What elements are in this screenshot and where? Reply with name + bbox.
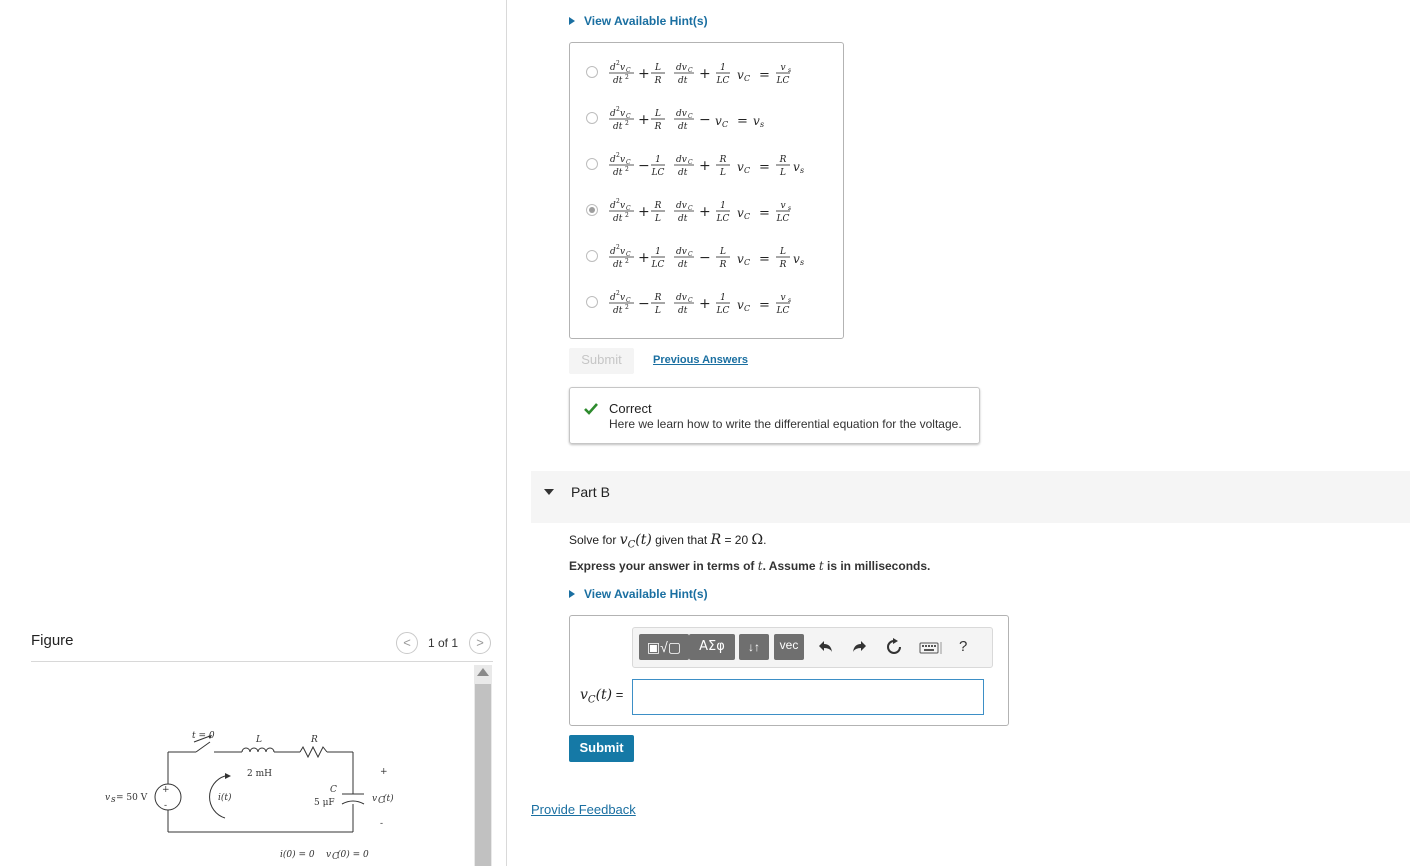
resistor-label: R xyxy=(311,735,318,745)
equation-group xyxy=(609,60,791,86)
dvc: dv xyxy=(676,201,687,211)
figure-page-count: 1 of 1 xyxy=(428,636,459,650)
operator-2: + xyxy=(699,158,711,174)
rhs-numerator: L xyxy=(780,247,786,257)
coef-2-denominator: LC xyxy=(716,76,730,86)
vc-term: v xyxy=(737,252,744,266)
dvc: dv xyxy=(676,109,687,119)
feedback-correct-box xyxy=(569,387,980,444)
choice-radio-2[interactable] xyxy=(586,112,598,124)
rhs-denominator: L xyxy=(780,168,786,178)
vc-term-sub: C xyxy=(744,212,751,221)
vc-term-sub: C xyxy=(744,74,751,83)
v-numerator: v xyxy=(620,155,626,165)
rhs-numerator-sub: s xyxy=(788,205,792,212)
part-b-label[interactable]: Part B xyxy=(571,484,610,500)
question-var-arg: (t) xyxy=(635,532,652,548)
provide-feedback-link[interactable]: Provide Feedback xyxy=(531,802,636,817)
capacitor-label: C xyxy=(330,785,337,795)
figure-title: Figure xyxy=(31,632,74,649)
question-var-sub: C xyxy=(627,539,636,551)
rhs-denominator: R xyxy=(779,260,787,270)
d-squared-exp: 2 xyxy=(616,198,620,205)
question-unit: Ω xyxy=(751,532,764,548)
coef-1-numerator: L xyxy=(655,109,661,119)
inductor-label: L xyxy=(256,735,262,745)
dvc-sub: C xyxy=(688,251,693,258)
figure-next-button[interactable]: > xyxy=(469,632,491,654)
choice-equation-5 xyxy=(608,235,838,278)
vc-term: v xyxy=(715,114,722,128)
rhs-v-sub: s xyxy=(800,258,805,267)
vc-term-sub: C xyxy=(744,166,751,175)
source-label: v xyxy=(105,793,111,803)
answer-choice-6[interactable] xyxy=(570,281,843,325)
dvc-sub: C xyxy=(688,67,693,74)
operator-1: − xyxy=(638,296,650,312)
vc-term-sub: C xyxy=(744,258,751,267)
operator-1: + xyxy=(638,112,650,128)
source-label-sub: s xyxy=(111,795,116,805)
feedback-title: Correct xyxy=(609,401,652,416)
dvc: dv xyxy=(676,155,687,165)
undo-icon[interactable] xyxy=(818,638,834,654)
arrows-button[interactable]: ↓↑ xyxy=(739,634,769,660)
coef-2-numerator: 1 xyxy=(720,293,726,303)
d-squared-exp: 2 xyxy=(616,244,620,251)
templates-button[interactable]: ▣√▢ xyxy=(639,634,689,660)
vc-label-arg: (t) xyxy=(383,794,394,804)
vc-label: v xyxy=(372,794,378,804)
vc-term: v xyxy=(737,160,744,174)
dvc-sub: C xyxy=(688,205,693,212)
dt-squared: dt xyxy=(613,122,623,132)
part-b-question xyxy=(569,532,766,550)
operator-2: + xyxy=(699,204,711,220)
rhs-numerator: R xyxy=(779,155,787,165)
initial-current: i(0) = 0 xyxy=(280,850,315,860)
switch-label: t = 0 xyxy=(192,731,215,741)
d-squared-exp: 2 xyxy=(616,152,620,159)
question-text-end: . xyxy=(763,533,767,547)
vc-term: v xyxy=(737,206,744,220)
operator-2: + xyxy=(699,66,711,82)
dvc: dv xyxy=(676,247,687,257)
answer-choices xyxy=(569,42,844,339)
coef-1-numerator: L xyxy=(655,63,661,73)
operator-1: + xyxy=(638,204,650,220)
equals-sign: = xyxy=(759,252,770,267)
answer-choice-2[interactable] xyxy=(570,97,843,141)
dt: dt xyxy=(678,168,688,178)
rhs-v: v xyxy=(793,160,800,174)
coef-1-numerator: 1 xyxy=(655,155,661,165)
equation-svg xyxy=(608,235,838,275)
v-numerator: v xyxy=(620,63,626,73)
part-a-view-hints-link[interactable] xyxy=(569,14,708,28)
dvc: dv xyxy=(676,63,687,73)
rhs-numerator: v xyxy=(780,201,786,211)
equals-sign: = xyxy=(737,114,748,129)
figure-scrollbar-thumb[interactable] xyxy=(475,684,491,866)
coef-2-denominator: LC xyxy=(716,214,730,224)
express-mid: . Assume xyxy=(762,559,819,573)
equation-group xyxy=(609,244,804,270)
checkmark-icon xyxy=(584,403,598,415)
operator-1: + xyxy=(638,66,650,82)
math-toolbar xyxy=(632,627,993,668)
v-numerator-sub: C xyxy=(626,67,631,74)
answer-choice-5[interactable] xyxy=(570,235,843,279)
dvc-sub: C xyxy=(688,113,693,120)
dt-squared-exp: 2 xyxy=(625,212,629,219)
rhs-v: v xyxy=(753,114,760,128)
dt-squared-exp: 2 xyxy=(625,166,629,173)
dt: dt xyxy=(678,214,688,224)
answer-label xyxy=(580,687,623,706)
rhs-numerator: v xyxy=(780,63,786,73)
inductor-value: 2 mH xyxy=(247,769,272,779)
part-b-view-hints-link[interactable] xyxy=(569,587,708,601)
operator-2: − xyxy=(699,112,711,128)
d-squared-exp: 2 xyxy=(616,106,620,113)
equation-svg xyxy=(608,281,838,321)
equation-group xyxy=(609,152,804,178)
coef-1-numerator: R xyxy=(654,201,662,211)
d-squared: d xyxy=(610,201,616,211)
answer-input[interactable] xyxy=(632,679,984,715)
dt: dt xyxy=(678,76,688,86)
keyboard-icon[interactable] xyxy=(919,641,943,655)
operator-2: + xyxy=(699,296,711,312)
vc-label-sub: C xyxy=(378,796,385,806)
coef-1-denominator: LC xyxy=(651,260,665,270)
v-numerator: v xyxy=(620,293,626,303)
dt-squared: dt xyxy=(613,168,623,178)
answer-choice-3[interactable] xyxy=(570,143,843,187)
equation-group xyxy=(609,290,791,316)
dt-squared: dt xyxy=(613,214,623,224)
dvc: dv xyxy=(676,293,687,303)
figure-divider xyxy=(31,661,493,662)
equation-svg xyxy=(608,97,838,137)
rhs-numerator-sub: s xyxy=(788,297,792,304)
d-squared: d xyxy=(610,63,616,73)
dt-squared: dt xyxy=(613,260,623,270)
choice-equation-1 xyxy=(608,51,838,94)
choice-radio-5[interactable] xyxy=(586,250,598,262)
redo-icon[interactable] xyxy=(851,638,867,654)
part-b-submit-button[interactable]: Submit xyxy=(569,735,634,762)
vector-button[interactable]: vec xyxy=(774,634,804,660)
initial-vc-rest: (0) = 0 xyxy=(337,850,369,860)
coef-1-denominator: R xyxy=(654,76,662,86)
feedback-text: Here we learn how to write the differential equation for the voltage. xyxy=(609,417,962,431)
vc-term: v xyxy=(737,68,744,82)
circuit-diagram xyxy=(90,724,394,864)
equals-sign: = xyxy=(759,298,770,313)
v-numerator-sub: C xyxy=(626,159,631,166)
v-numerator: v xyxy=(620,201,626,211)
initial-vc: v xyxy=(326,850,332,860)
rhs-denominator: LC xyxy=(776,214,790,224)
coef-1-numerator: 1 xyxy=(655,247,661,257)
dt-squared: dt xyxy=(613,76,623,86)
rhs-numerator-sub: s xyxy=(788,67,792,74)
d-squared-exp: 2 xyxy=(616,60,620,67)
rhs-numerator: v xyxy=(780,293,786,303)
scroll-up-arrow-icon[interactable] xyxy=(477,668,489,676)
d-squared-exp: 2 xyxy=(616,290,620,297)
question-text-pre: Solve for xyxy=(569,533,620,547)
answer-choice-1[interactable] xyxy=(570,51,843,95)
d-squared: d xyxy=(610,155,616,165)
vc-term: v xyxy=(737,298,744,312)
vc-plus-sign: + xyxy=(380,767,388,777)
v-numerator-sub: C xyxy=(626,205,631,212)
dt: dt xyxy=(678,306,688,316)
part-a-submit-button[interactable]: Submit xyxy=(569,348,634,374)
dt-squared-exp: 2 xyxy=(625,74,629,81)
help-button[interactable]: ? xyxy=(959,638,968,655)
initial-vc-sub: C xyxy=(332,852,339,862)
equation-group xyxy=(609,106,764,132)
greek-symbols-button[interactable]: ΑΣφ xyxy=(689,634,735,660)
choice-equation-6 xyxy=(608,281,838,324)
d-squared: d xyxy=(610,109,616,119)
coef-1-denominator: L xyxy=(655,306,661,316)
equation-svg xyxy=(608,143,838,183)
v-numerator-sub: C xyxy=(626,297,631,304)
coef-1-denominator: R xyxy=(654,122,662,132)
coef-1-denominator: L xyxy=(655,214,661,224)
equals-sign: = xyxy=(759,206,770,221)
part-b-header[interactable] xyxy=(531,471,1410,523)
question-value: = 20 xyxy=(721,533,752,547)
answer-label-eq: = xyxy=(612,687,624,702)
equation-svg xyxy=(608,51,838,91)
previous-answers-link[interactable]: Previous Answers xyxy=(653,354,748,366)
dvc-sub: C xyxy=(688,159,693,166)
part-b-hint-text: View Available Hint(s) xyxy=(584,587,708,601)
v-numerator-sub: C xyxy=(626,251,631,258)
rhs-denominator: LC xyxy=(776,306,790,316)
caret-right-icon xyxy=(569,17,575,25)
equals-sign: = xyxy=(759,68,770,83)
caret-down-icon[interactable] xyxy=(544,489,554,495)
choice-radio-4[interactable] xyxy=(586,204,598,216)
coef-1-numerator: R xyxy=(654,293,662,303)
coef-2-numerator: 1 xyxy=(720,201,726,211)
caret-right-icon xyxy=(569,590,575,598)
part-a-hint-text: View Available Hint(s) xyxy=(584,14,708,28)
express-t1: t xyxy=(757,559,763,573)
reset-icon[interactable] xyxy=(885,638,903,656)
choice-radio-6[interactable] xyxy=(586,296,598,308)
answer-label-sub: C xyxy=(587,694,596,706)
d-squared: d xyxy=(610,247,616,257)
dt: dt xyxy=(678,260,688,270)
express-t2: t xyxy=(818,559,824,573)
dt-squared-exp: 2 xyxy=(625,304,629,311)
express-pre: Express your answer in terms of xyxy=(569,559,758,573)
equals-sign: = xyxy=(759,160,770,175)
answer-choice-4[interactable] xyxy=(570,189,843,233)
dt: dt xyxy=(678,122,688,132)
vc-term-sub: C xyxy=(722,120,729,129)
vc-minus-sign: - xyxy=(380,819,384,829)
source-value: = 50 V xyxy=(116,793,148,803)
coef-2-numerator: L xyxy=(720,247,726,257)
operator-1: − xyxy=(638,158,650,174)
choice-radio-3[interactable] xyxy=(586,158,598,170)
choice-radio-1[interactable] xyxy=(586,66,598,78)
vc-term-sub: C xyxy=(744,304,751,313)
coef-1-denominator: LC xyxy=(651,168,665,178)
v-numerator: v xyxy=(620,109,626,119)
operator-2: − xyxy=(699,250,711,266)
coef-2-numerator: R xyxy=(719,155,727,165)
rhs-v-sub: s xyxy=(760,120,765,129)
question-r-symbol: R xyxy=(710,532,722,548)
dt-squared-exp: 2 xyxy=(625,120,629,127)
rhs-v-sub: s xyxy=(800,166,805,175)
d-squared: d xyxy=(610,293,616,303)
express-post: is in milliseconds. xyxy=(823,559,931,573)
operator-1: + xyxy=(638,250,650,266)
coef-2-denominator: L xyxy=(720,168,726,178)
choice-equation-4 xyxy=(608,189,838,232)
equation-svg xyxy=(608,189,838,229)
rhs-v: v xyxy=(793,252,800,266)
panel-divider xyxy=(506,0,507,866)
coef-2-denominator: LC xyxy=(716,306,730,316)
dt-squared: dt xyxy=(613,306,623,316)
answer-label-arg: (t) xyxy=(595,687,613,703)
part-b-instructions xyxy=(569,559,930,573)
source-minus-sign: - xyxy=(164,801,168,811)
current-label: i(t) xyxy=(218,793,232,803)
equation-group xyxy=(609,198,791,224)
coef-2-numerator: 1 xyxy=(720,63,726,73)
figure-prev-button[interactable]: < xyxy=(396,632,418,654)
v-numerator-sub: C xyxy=(626,113,631,120)
choice-equation-3 xyxy=(608,143,838,186)
answer-label-var: v xyxy=(580,687,588,703)
capacitor-value: 5 μF xyxy=(314,798,335,808)
rhs-denominator: LC xyxy=(776,76,790,86)
v-numerator: v xyxy=(620,247,626,257)
choice-equation-2 xyxy=(608,97,838,140)
question-var: v xyxy=(619,532,628,548)
question-text-mid: given that xyxy=(651,533,711,547)
dt-squared-exp: 2 xyxy=(625,258,629,265)
dvc-sub: C xyxy=(688,297,693,304)
source-plus-sign: + xyxy=(162,785,170,795)
coef-2-denominator: R xyxy=(719,260,727,270)
